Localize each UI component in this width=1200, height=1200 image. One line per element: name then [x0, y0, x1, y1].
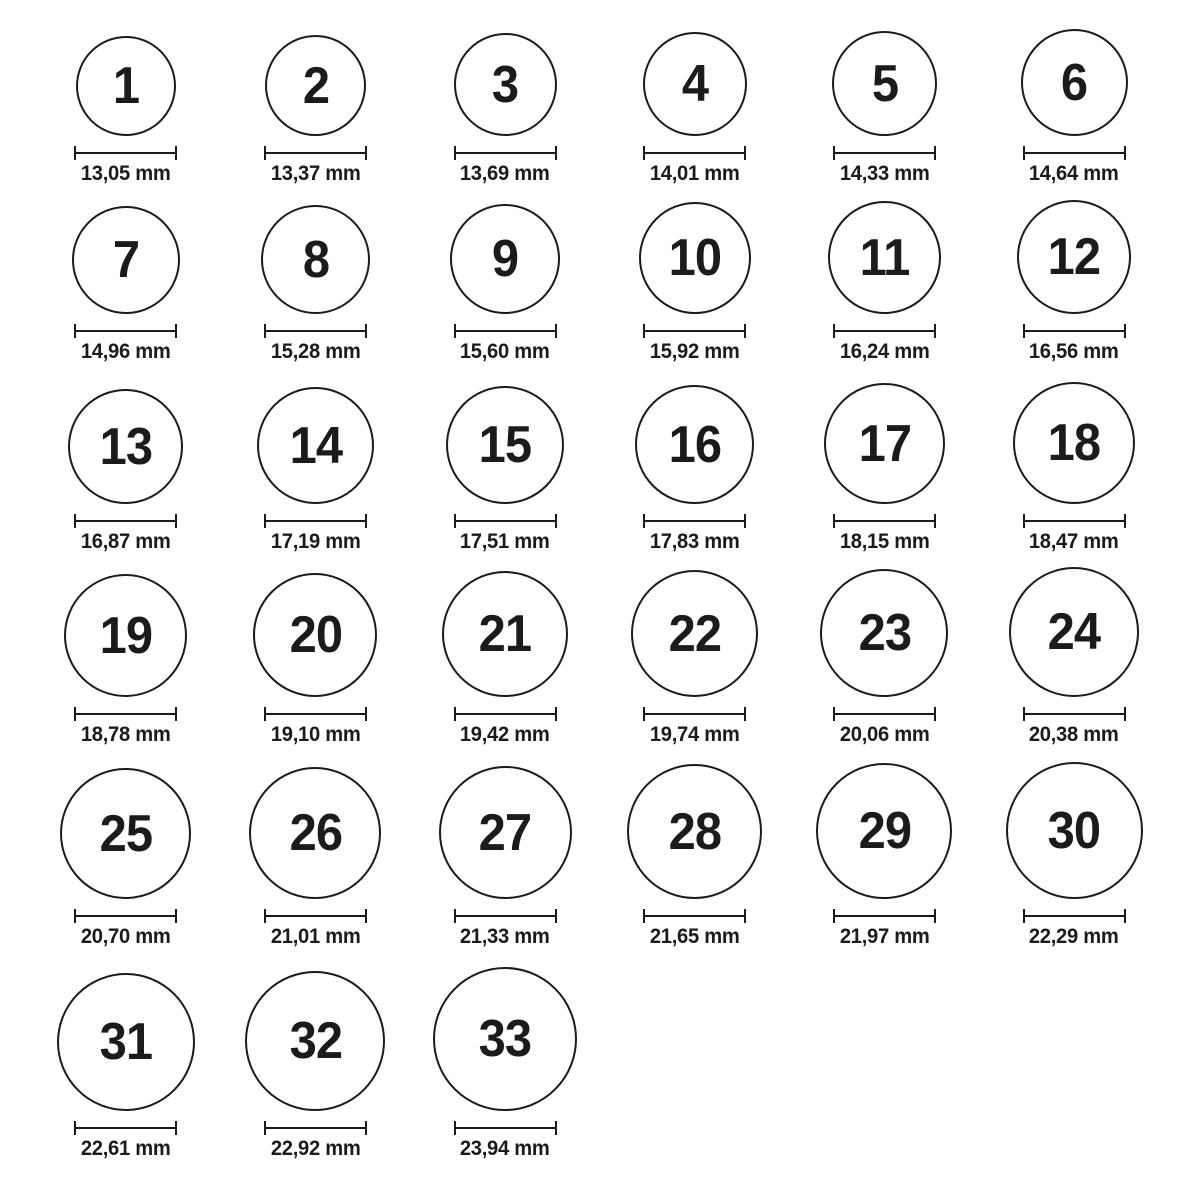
- ring-size-number: 32: [289, 1012, 342, 1070]
- ring-circle: [454, 33, 557, 136]
- diameter-label: 21,33 mm: [460, 925, 550, 948]
- ring-cell: [31, 558, 221, 751]
- ring-cell: [31, 190, 221, 368]
- ring-circle: [68, 389, 183, 504]
- diameter-measure-line: [74, 324, 177, 338]
- ring-size-number: 6: [1061, 53, 1088, 112]
- ring-circle: [72, 206, 180, 314]
- diameter-label: 19,74 mm: [650, 723, 740, 746]
- ring-circle: [245, 971, 385, 1111]
- diameter-label: 16,56 mm: [1029, 340, 1119, 363]
- ring-size-number: 7: [112, 231, 139, 289]
- ring-cell: [31, 0, 221, 190]
- ring-cell: [979, 0, 1169, 190]
- diameter-measure-line: [643, 514, 746, 528]
- diameter-label: 19,10 mm: [270, 723, 361, 746]
- ring-size-number: 18: [1047, 414, 1101, 472]
- ring-size-number: 5: [871, 54, 898, 113]
- ring-size-number: 17: [858, 414, 911, 473]
- ring-size-number: 20: [289, 606, 342, 664]
- diameter-label: 15,92 mm: [650, 340, 740, 363]
- ring-cell: [221, 368, 411, 558]
- diameter-label: 14,64 mm: [1029, 162, 1119, 185]
- diameter-label: 18,47 mm: [1029, 530, 1119, 553]
- ring-circle: [627, 764, 762, 899]
- diameter-measure-line: [833, 909, 936, 923]
- diameter-measure-line: [74, 146, 177, 160]
- ring-size-number: 27: [478, 803, 532, 862]
- diameter-measure-line: [643, 324, 746, 338]
- ring-cell: [790, 751, 980, 953]
- ring-circle: [832, 31, 937, 136]
- diameter-measure-line: [643, 707, 746, 721]
- ring-cell: [790, 190, 980, 368]
- ring-cell: [410, 368, 600, 558]
- ring-cell: [31, 953, 221, 1165]
- diameter-measure-line: [833, 324, 936, 338]
- ring-cell: [410, 190, 600, 368]
- diameter-label: 14,01 mm: [650, 162, 740, 185]
- diameter-measure-line: [1023, 146, 1126, 160]
- ring-cell: [221, 0, 411, 190]
- diameter-label: 18,15 mm: [839, 530, 930, 553]
- ring-size-number: 28: [668, 802, 722, 861]
- ring-cell: [410, 558, 600, 751]
- ring-size-number: 15: [478, 416, 532, 474]
- diameter-measure-line: [454, 514, 557, 528]
- ring-size-number: 16: [668, 415, 722, 474]
- ring-circle: [643, 32, 747, 136]
- ring-circle: [442, 571, 568, 697]
- ring-cell: [979, 190, 1169, 368]
- ring-circle: [1006, 762, 1143, 899]
- ring-circle: [450, 204, 560, 314]
- ring-circle: [824, 383, 945, 504]
- ring-circle: [828, 201, 941, 314]
- diameter-measure-line: [454, 146, 557, 160]
- diameter-label: 13,69 mm: [460, 162, 550, 185]
- diameter-label: 20,70 mm: [81, 925, 171, 948]
- ring-circle: [1013, 382, 1135, 504]
- ring-size-number: 10: [668, 229, 722, 287]
- diameter-measure-line: [74, 514, 177, 528]
- ring-cell: [790, 558, 980, 751]
- diameter-label: 21,01 mm: [270, 925, 361, 948]
- diameter-measure-line: [74, 1121, 177, 1135]
- diameter-label: 20,38 mm: [1029, 723, 1119, 746]
- ring-size-number: 30: [1047, 801, 1101, 860]
- diameter-label: 21,65 mm: [650, 925, 740, 948]
- diameter-measure-line: [454, 909, 557, 923]
- diameter-measure-line: [454, 1121, 557, 1135]
- diameter-measure-line: [1023, 707, 1126, 721]
- ring-circle: [631, 570, 758, 697]
- diameter-label: 22,61 mm: [81, 1137, 171, 1160]
- diameter-measure-line: [264, 324, 367, 338]
- ring-size-number: 25: [99, 804, 153, 863]
- ring-cell: [600, 0, 790, 190]
- diameter-measure-line: [264, 146, 367, 160]
- ring-size-number: 26: [289, 804, 342, 862]
- ring-cell: [410, 751, 600, 953]
- diameter-measure-line: [454, 324, 557, 338]
- ring-cell: [979, 751, 1169, 953]
- ring-size-number: 23: [858, 604, 911, 662]
- ring-size-number: 9: [492, 230, 519, 288]
- diameter-label: 19,42 mm: [460, 723, 550, 746]
- diameter-label: 14,33 mm: [839, 162, 930, 185]
- diameter-label: 17,83 mm: [650, 530, 740, 553]
- diameter-measure-line: [1023, 324, 1126, 338]
- diameter-label: 23,94 mm: [460, 1137, 550, 1160]
- diameter-measure-line: [833, 707, 936, 721]
- ring-circle: [253, 573, 377, 697]
- diameter-measure-line: [74, 909, 177, 923]
- ring-size-number: 2: [302, 56, 329, 115]
- diameter-measure-line: [74, 707, 177, 721]
- ring-circle: [639, 202, 751, 314]
- diameter-measure-line: [264, 909, 367, 923]
- ring-cell: [979, 558, 1169, 751]
- ring-size-number: 24: [1047, 603, 1101, 661]
- diameter-label: 15,60 mm: [460, 340, 550, 363]
- diameter-label: 22,29 mm: [1029, 925, 1119, 948]
- ring-cell: [410, 0, 600, 190]
- ring-size-number: 22: [668, 604, 722, 663]
- ring-cell: [31, 368, 221, 558]
- ring-size-number: 4: [681, 55, 708, 113]
- diameter-measure-line: [1023, 909, 1126, 923]
- ring-cell: [410, 953, 600, 1165]
- ring-cell: [221, 190, 411, 368]
- ring-size-number: 19: [99, 606, 153, 665]
- diameter-measure-line: [1023, 514, 1126, 528]
- diameter-label: 20,06 mm: [839, 723, 930, 746]
- ring-circle: [820, 569, 948, 697]
- ring-cell: [600, 368, 790, 558]
- ring-cell: [221, 558, 411, 751]
- diameter-label: 18,78 mm: [81, 723, 171, 746]
- ring-circle: [249, 767, 381, 899]
- ring-circle: [60, 768, 191, 899]
- ring-circle: [57, 973, 195, 1111]
- ring-circle: [433, 967, 577, 1111]
- ring-cell: [790, 368, 980, 558]
- ring-cell: [600, 558, 790, 751]
- diameter-measure-line: [643, 909, 746, 923]
- diameter-label: 16,24 mm: [839, 340, 930, 363]
- ring-circle: [257, 387, 374, 504]
- ring-cell: [221, 953, 411, 1165]
- ring-cell: [221, 751, 411, 953]
- ring-cell: [600, 751, 790, 953]
- diameter-measure-line: [264, 514, 367, 528]
- ring-circle: [446, 386, 564, 504]
- diameter-label: 22,92 mm: [270, 1137, 361, 1160]
- diameter-label: 15,28 mm: [270, 340, 361, 363]
- ring-size-number: 11: [859, 228, 910, 287]
- ring-circle: [816, 763, 952, 899]
- diameter-label: 13,05 mm: [81, 162, 171, 185]
- ring-size-number: 21: [478, 605, 532, 663]
- ring-cell: [600, 190, 790, 368]
- diameter-label: 17,51 mm: [460, 530, 550, 553]
- diameter-label: 13,37 mm: [270, 162, 361, 185]
- ring-size-number: 13: [99, 417, 153, 476]
- ring-circle: [635, 385, 754, 504]
- ring-size-number: 33: [478, 1010, 532, 1068]
- ring-circle: [1009, 567, 1139, 697]
- ring-cell: [979, 368, 1169, 558]
- ring-circle: [64, 574, 187, 697]
- diameter-label: 17,19 mm: [270, 530, 361, 553]
- ring-circle: [261, 205, 370, 314]
- ring-size-number: 8: [302, 230, 329, 289]
- ring-circle: [265, 35, 366, 136]
- ring-size-number: 14: [289, 416, 342, 475]
- diameter-label: 16,87 mm: [81, 530, 171, 553]
- ring-cell: [790, 0, 980, 190]
- diameter-measure-line: [643, 146, 746, 160]
- ring-cell: [31, 751, 221, 953]
- diameter-measure-line: [833, 146, 936, 160]
- ring-circle: [1021, 29, 1128, 136]
- diameter-label: 21,97 mm: [839, 925, 930, 948]
- ring-size-number: 12: [1047, 228, 1101, 286]
- ring-size-number: 31: [99, 1013, 153, 1071]
- diameter-measure-line: [264, 1121, 367, 1135]
- ring-size-number: 3: [492, 55, 519, 114]
- ring-circle: [1017, 200, 1131, 314]
- ring-circle: [439, 766, 572, 899]
- diameter-label: 14,96 mm: [81, 340, 171, 363]
- diameter-measure-line: [454, 707, 557, 721]
- diameter-measure-line: [264, 707, 367, 721]
- ring-circle: [76, 36, 176, 136]
- diameter-measure-line: [833, 514, 936, 528]
- ring-size-number: 29: [858, 802, 911, 860]
- ring-size-number: 1: [112, 57, 139, 115]
